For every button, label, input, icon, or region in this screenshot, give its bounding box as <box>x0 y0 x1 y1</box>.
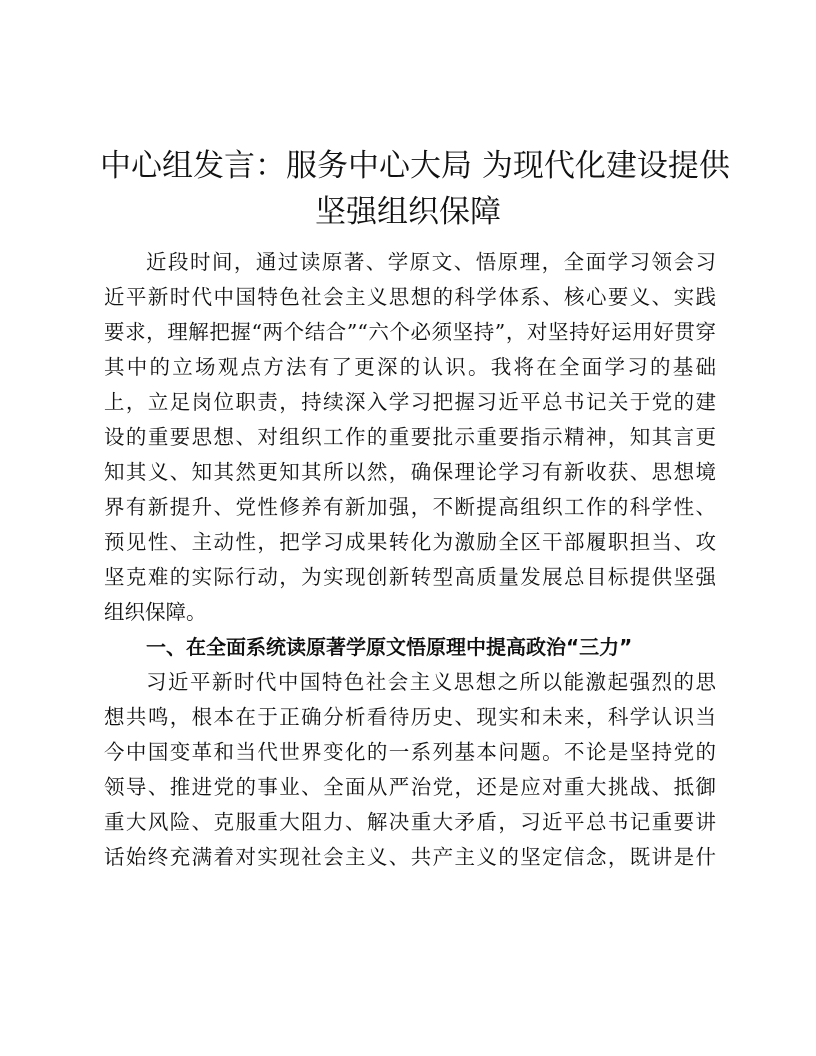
text-line: 想共鸣，根本在于正确分析看待历史、现实和未来，科学认识当 <box>104 705 716 729</box>
text-line: 重大风险、克服重大阻力、解决重大矛盾，习近平总书记重要讲 <box>104 810 716 834</box>
text-line: 近段时间，通过读原著、学原文、悟原理，全面学习领会习 <box>146 250 716 274</box>
text-line: 要求，理解把握“两个结合”“六个必须坚持”，对坚持好运用好贯穿 <box>104 320 716 344</box>
text-line: 习近平新时代中国特色社会主义思想之所以能激起强烈的思 <box>146 670 716 694</box>
text-line: 其中的立场观点方法有了更深的认识。我将在全面学习的基础 <box>104 355 716 379</box>
text-line: 预见性、主动性，把学习成果转化为激励全区干部履职担当、攻 <box>104 530 716 554</box>
document-title-line-2: 坚强组织保障 <box>315 194 501 230</box>
text-line: 坚克难的实际行动，为实现创新转型高质量发展总目标提供坚强 <box>104 565 716 589</box>
section-heading: 一、在全面系统读原著学原文悟原理中提高政治“三力” <box>146 635 633 659</box>
document-title-line-1: 中心组发言：服务中心大局 为现代化建设提供 <box>100 148 730 184</box>
text-line: 组织保障。 <box>104 600 207 624</box>
text-line: 领导、推进党的事业、全面从严治党，还是应对重大挑战、抵御 <box>104 775 716 799</box>
text-line: 近平新时代中国特色社会主义思想的科学体系、核心要义、实践 <box>104 285 716 309</box>
text-line: 界有新提升、党性修养有新加强，不断提高组织工作的科学性、 <box>104 495 716 519</box>
text-line: 设的重要思想、对组织工作的重要批示重要指示精神，知其言更 <box>104 425 716 449</box>
text-line: 知其义、知其然更知其所以然，确保理论学习有新收获、思想境 <box>104 460 716 484</box>
text-line: 今中国变革和当代世界变化的一系列基本问题。不论是坚持党的 <box>104 740 716 764</box>
text-line: 上，立足岗位职责，持续深入学习把握习近平总书记关于党的建 <box>104 390 716 414</box>
text-line: 话始终充满着对实现社会主义、共产主义的坚定信念，既讲是什 <box>104 845 716 869</box>
